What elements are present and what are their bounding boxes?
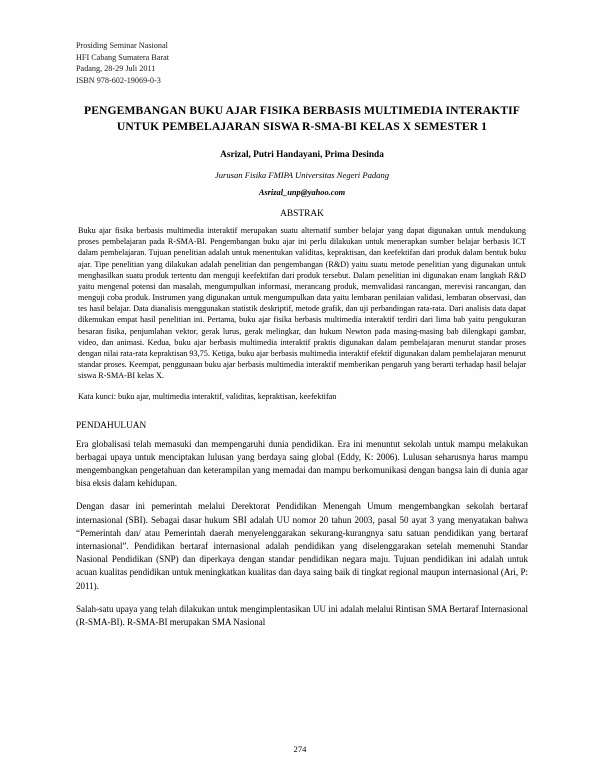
page-title: PENGEMBANGAN BUKU AJAR FISIKA BERBASIS MULTIMEDIA INTERAKTIF UNTUK PEMBELAJARAN SISWA R-SMA-BI KELAS X SEMESTER 1 [84,103,520,134]
header-line-1: Prosiding Seminar Nasional [76,41,168,50]
introduction-heading: PENDAHULUAN [76,420,147,431]
affiliation: Jurusan Fisika FMIPA Universitas Negeri Padang [214,170,390,181]
keywords: Kata kunci: buku ajar, multimedia interaktif, validitas, kepraktisan, keefektifan [78,392,337,402]
abstract-text: Buku ajar fisika berbasis multimedia interaktif merupakan suatu alternatif sumber belajar yang dapat digunakan untuk mendukung proses pembelajaran pada R-SMA-BI. Pengembangan buku ajar ini perlu dilakukan untuk menerapkan sumber belajar berbasis ICT dalam pembelajaran. Tujuan penelitian adalah untuk menentukan validitas, kepraktisan, dan keefektifan dari produk dalam bentuk buku ajar. Tipe penelitian yang dilakukan adalah penelitian dan pengembangan (R&D) yaitu suatu metode penelitian yang digunakan untuk menghasilkan suatu produk tertentu dan menguji keefektifan dari produk tersebut. Dalam penelitian ini digunakan enam langkah R&D yaitu mengenal potensi dan masalah, mengumpulkan informasi, merancang produk, memvalidasi rancangan, merevisi rancangan, dan menguji coba produk. Instrumen yang digunakan untuk mengumpulkan data yaitu lembaran penilaian validasi, lembaran observasi, dan tes hasil belajar. Data dianalisis menggunakan statistik deskriptif, metode grafik, dan uji perbandingan rata-rata. Dari analisis data dapat dikemukan empat hasil penelitian ini. Pertama, buku ajar fisika berbasis multimedia interaktif terdiri dari lima bab yaitu pengukuran besaran fisika, penjumlahan vektor, gerak lurus, gerak melingkar, dan hukum Newton pada masing-masing bab dilengkapi gambar, video, dan animasi. Kedua, buku ajar berbasis multimedia interaktif praktis digunakan dalam pembelajaran menurut standar proses dengan nilai rata-rata kepraktisan 93,75. Ketiga, buku ajar berbasis multimedia interaktif efektif digunakan dalam pembelajaran menurut standar proses. Keempat, penggunaan buku ajar berbasis multimedia interaktif memberikan pengaruh yang berarti terhadap hasil belajar siswa R-SMA-BI kelas X. [78,226,526,381]
document-header [76,40,528,87]
introduction-paragraph-1: Era globalisasi telah memasuki dan mempengaruhi dunia pendidikan. Era ini menuntut sekolah untuk mampu melakukan berbagai upaya untuk menciptakan lulusan yang berdaya saing global (Eddy, K: 2006). Lulusan seharusnya harus mampu mengembangkan pengetahuan dan keterampilan yang memadai dan mampu berkomunikasi dengan bangsa lain di dunia agar bisa eksis dalam kehidupan. [76,438,528,489]
contact-email: Asrizal_unp@yahoo.com [258,188,346,198]
author-list: Asrizal, Putri Handayani, Prima Desinda [220,150,384,161]
abstract-heading: ABSTRAK [280,209,324,220]
page-number: 274 [293,744,307,754]
header-line-3: Padang, 28-29 Juli 2011 [76,64,156,74]
introduction-paragraph-3: Salah-satu upaya yang telah dilakukan untuk mengimplentasikan UU ini adalah melalui Rintisan SMA Bertaraf Internasional (R-SMA-BI). R-SMA-BI merupakan SMA Nasional [76,603,528,628]
introduction-paragraph-2: Dengan dasar ini pemerintah melalui Derektorat Pendidikan Menengah Umum mengembangkan sekolah bertaraf internasional (SBI). Sebagai dasar hukum SBI adalah UU nomor 20 tahun 2003, pasal 50 ayat 3 yang menyatakan bahwa “Pemerintah dan/ atau Pemerintah daerah menyelenggarakan sekurang-kurangnya satu satuan pendidikan yang bertaraf internasional”. Pendidikan bertaraf internasional adalah pendidikan yang diselenggarakan setelah memenuhi Standar Nasional Pendidikan (SNP) dan diperkaya dengan standar pendidikan negara maju. Tujuan pendidikan ini adalah untuk acuan kualitas pendidikan untuk meningkatkan kualitas dan daya saing baik di tingkat regional maupun internasional (Ari, P: 2011). [76,501,528,591]
header-line-4: ISBN 978-602-19069-0-3 [76,75,161,85]
header-line-2: HFI Cabang Sumatera Barat [76,52,169,62]
